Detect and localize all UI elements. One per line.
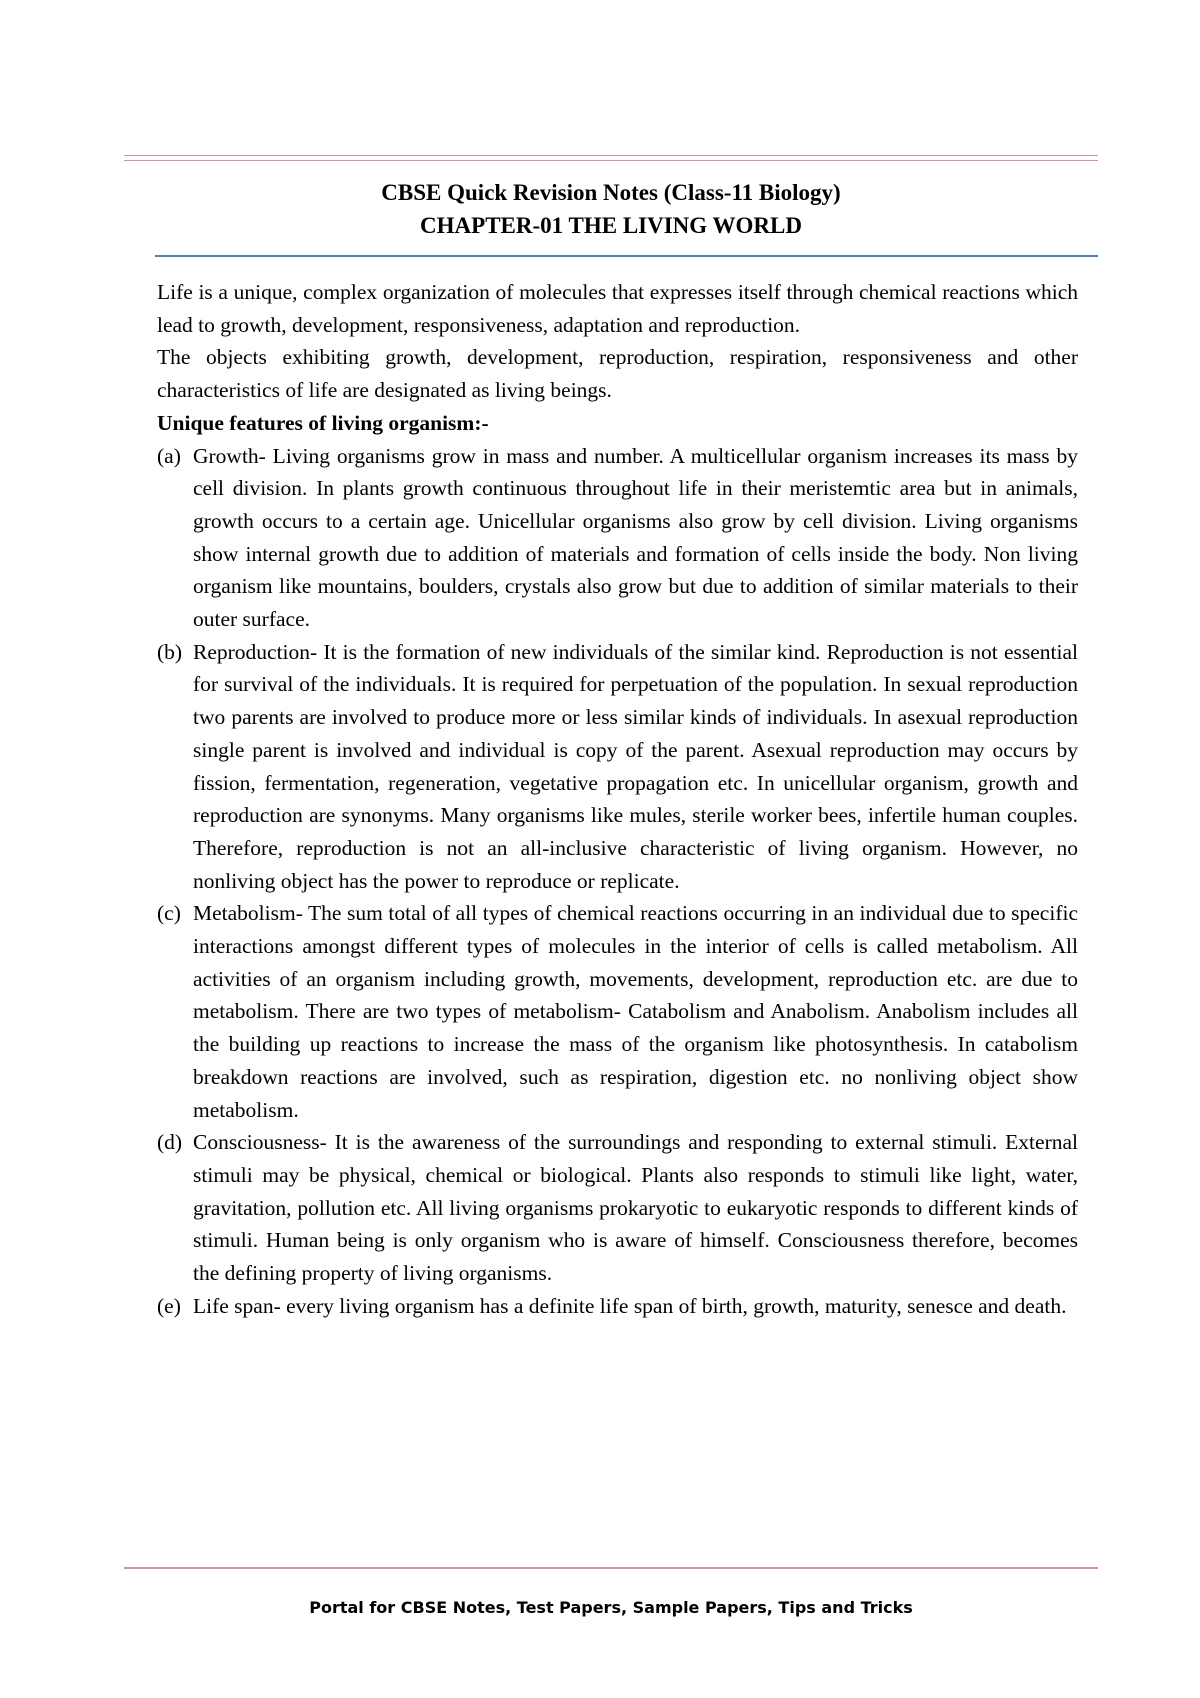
list-marker: (a)	[157, 443, 181, 468]
title-divider	[155, 255, 1098, 257]
list-marker: (b)	[157, 639, 183, 664]
feature-text: Reproduction- It is the formation of new individuals of the similar kind. Reproduction is not essential for survival of the individuals. It is required for perpetuation of the population. In sexual reproduction two parents are involved to produce more or less similar kinds of individuals. In asexual reproduction single parent is involved and individual is copy of the parent. Asexual reproduction may occurs by fission, fermentation, regeneration, vegetative propagation etc. In unicellular organism, growth and reproduction are synonyms. Many organisms like mules, sterile worker bees, infertile human couples. Therefore, reproduction is not an all-inclusive characteristic of living organism. However, no nonliving object has the power to reproduce or replicate.	[193, 639, 1078, 893]
page-title: CBSE Quick Revision Notes (Class-11 Biology)	[381, 180, 841, 205]
intro-paragraph-2: The objects exhibiting growth, development, reproduction, respiration, responsiveness and other characteristics of life are designated as living beings.	[157, 345, 1078, 403]
page-footer: Portal for CBSE Notes, Test Papers, Sample Papers, Tips and Tricks	[309, 1598, 913, 1617]
feature-item-consciousness	[157, 1126, 1078, 1290]
feature-text: Metabolism- The sum total of all types of chemical reactions occurring in an individual due to specific interactions amongst different types of molecules in the interior of cells is called metabolism. All activities of an organism including growth, movements, development, reproduction etc. are due to metabolism. There are two types of metabolism- Catabolism and Anabolism. Anabolism includes all the building up reactions to increase the mass of the organism like photosynthesis. In catabolism breakdown reactions are involved, such as respiration, digestion etc. no nonliving object show metabolism.	[193, 901, 1078, 1122]
list-marker: (c)	[157, 901, 181, 926]
feature-text: Growth- Living organisms grow in mass and number. A multicellular organism increases its mass by cell division. In plants growth continuous throughout life in their meristemtic area but in animals, growth occurs to a certain age. Unicellular organisms also grow by cell division. Living organisms show internal growth due to addition of materials and formation of cells inside the body. Non living organism like mountains, boulders, crystals also grow but due to addition of similar materials to their outer surface.	[193, 443, 1078, 632]
header-rule-top-second	[124, 160, 1098, 161]
feature-item-metabolism	[157, 897, 1078, 1126]
intro-paragraph-1: Life is a unique, complex organization of molecules that expresses itself through chemical reactions which lead to growth, development, responsiveness, adaptation and reproduction.	[157, 280, 1078, 337]
feature-text: Consciousness- It is the awareness of the surroundings and responding to external stimuli. External stimuli may be physical, chemical or biological. Plants also responds to stimuli like light, water, gravitation, pollution etc. All living organisms prokaryotic to eukaryotic responds to different kinds of stimuli. Human being is only organism who is aware of himself. Consciousness therefore, becomes the defining property of living organisms.	[193, 1130, 1078, 1286]
chapter-title: CHAPTER-01 THE LIVING WORLD	[420, 213, 802, 238]
section-heading: Unique features of living organism:-	[157, 410, 489, 435]
document-body	[157, 276, 1078, 1323]
feature-item-growth	[157, 440, 1078, 636]
feature-text: Life span- every living organism has a definite life span of birth, growth, maturity, senesce and death.	[193, 1293, 1067, 1318]
footer-rule	[124, 1567, 1098, 1569]
page-header	[124, 176, 1098, 242]
feature-item-reproduction	[157, 636, 1078, 898]
feature-item-life-span	[157, 1290, 1078, 1323]
list-marker: (d)	[157, 1130, 183, 1155]
list-marker: (e)	[157, 1293, 181, 1318]
header-rule-top	[124, 155, 1098, 156]
